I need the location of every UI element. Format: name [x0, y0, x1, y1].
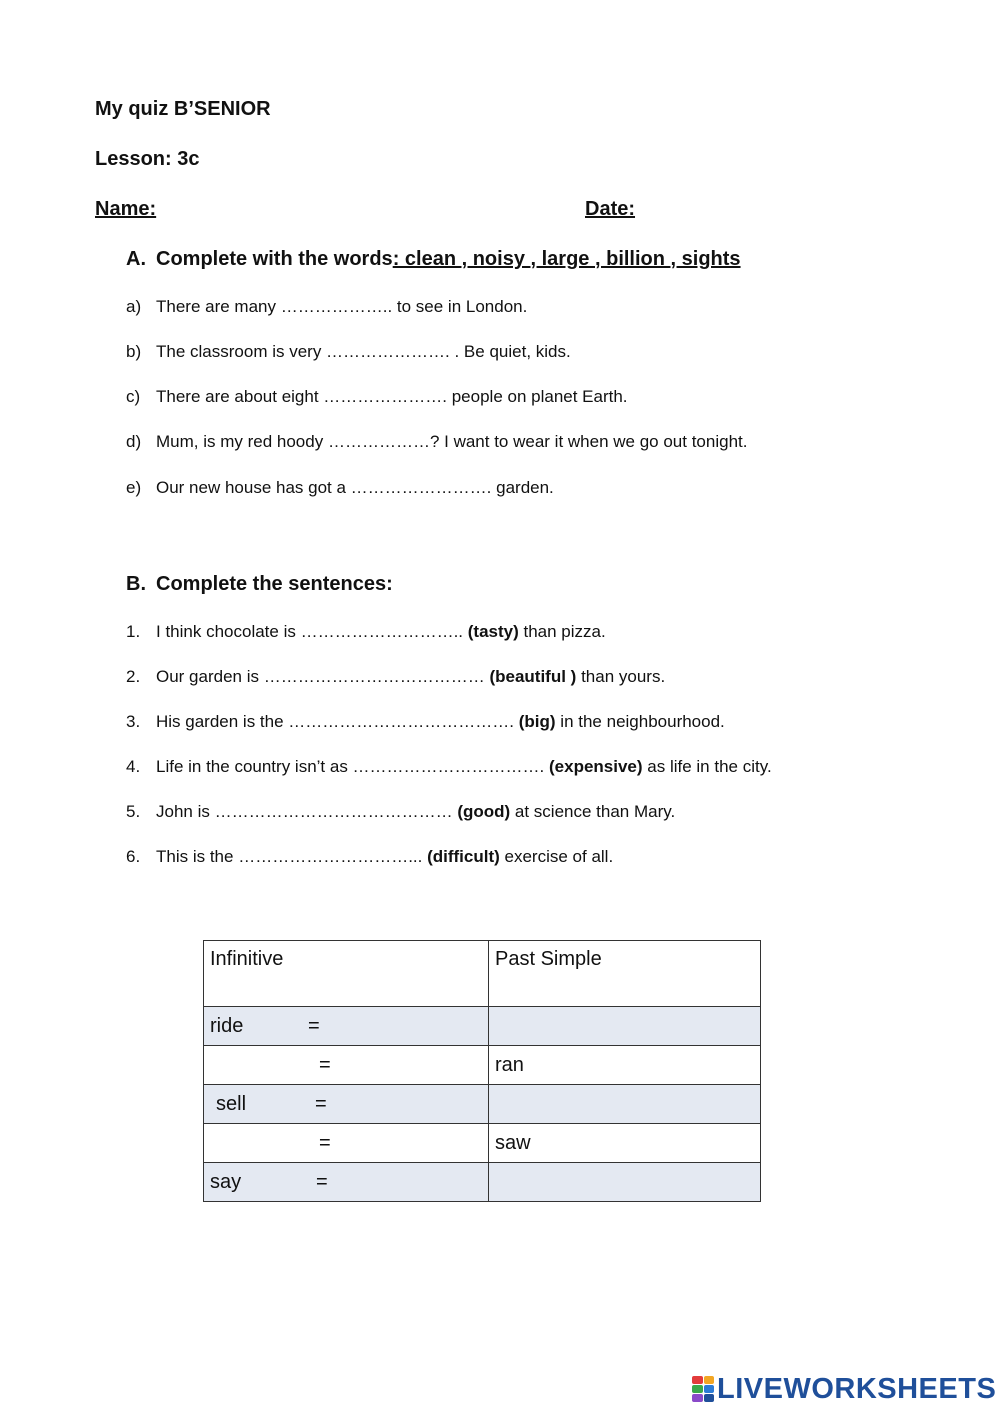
section-a-item	[126, 432, 747, 452]
brand-name: LIVEWORKSHEETS	[717, 1372, 997, 1405]
past-cell: ran	[489, 1046, 761, 1085]
verb-table	[203, 940, 761, 1202]
header-past-simple: Past Simple	[489, 941, 761, 1007]
equals-sign: =	[308, 1015, 320, 1037]
item-label: 5.	[126, 802, 141, 821]
item-text: Our new house has got a ……………………. garden.	[156, 478, 554, 497]
section-b-item	[126, 847, 613, 867]
quiz-title: My quiz B’SENIOR	[95, 98, 271, 120]
section-b-instruction: Complete the sentences:	[156, 573, 393, 595]
section-b-title	[126, 573, 393, 596]
table-row	[204, 1046, 761, 1085]
table-row	[204, 1007, 761, 1046]
equals-sign: =	[319, 1132, 331, 1154]
equals-sign: =	[315, 1093, 327, 1115]
logo-mark-icon	[692, 1376, 714, 1402]
item-label: 1.	[126, 622, 141, 641]
section-b-item	[126, 712, 725, 732]
header-infinitive: Infinitive	[204, 941, 489, 1007]
item-label: 6.	[126, 847, 141, 866]
section-b-item	[126, 622, 606, 642]
section-b-item	[126, 667, 665, 687]
lesson-label: Lesson: 3c	[95, 148, 200, 170]
item-hint: (beautiful )	[489, 667, 577, 686]
infinitive-text: say	[210, 1170, 242, 1193]
section-a-item	[126, 297, 527, 317]
item-label: d)	[126, 432, 142, 451]
infinitive-cell	[204, 1085, 489, 1124]
section-b-marker: B.	[126, 573, 146, 595]
name-date-line	[95, 198, 635, 221]
infinitive-cell	[204, 1007, 489, 1046]
infinitive-text: sell	[216, 1092, 247, 1115]
item-text-after: than yours.	[576, 667, 666, 686]
item-label: 4.	[126, 757, 141, 776]
item-hint: (good)	[457, 802, 511, 821]
section-b-item	[126, 802, 675, 822]
item-label: e)	[126, 478, 142, 497]
table-row	[204, 1124, 761, 1163]
item-label: 3.	[126, 712, 141, 731]
item-text: John is ……………………………………	[156, 802, 458, 821]
item-hint: (difficult)	[427, 847, 500, 866]
item-text: There are about eight …………………. people on planet Earth.	[156, 387, 628, 406]
equals-sign: =	[316, 1171, 328, 1193]
item-label: a)	[126, 297, 142, 316]
past-cell[interactable]	[489, 1085, 761, 1124]
item-text-after: as life in the city.	[642, 757, 772, 776]
section-a-item	[126, 478, 554, 498]
item-hint: (tasty)	[467, 622, 519, 641]
section-a-item	[126, 387, 628, 407]
past-cell[interactable]	[489, 1163, 761, 1202]
item-text: Life in the country isn’t as …………………………….	[156, 757, 549, 776]
item-text: His garden is the ………………………………….	[156, 712, 519, 731]
equals-sign: =	[319, 1054, 331, 1076]
infinitive-cell[interactable]	[204, 1124, 489, 1163]
item-text-after: at science than Mary.	[510, 802, 676, 821]
name-label: Name:	[95, 198, 157, 220]
item-text: Mum, is my red hoody ………………? I want to wear it when we go out tonight.	[156, 432, 748, 451]
section-b-item	[126, 757, 772, 777]
liveworksheets-logo	[692, 1374, 996, 1404]
item-text-after: exercise of all.	[499, 847, 614, 866]
infinitive-cell[interactable]	[204, 1046, 489, 1085]
verb-table-header	[204, 941, 761, 1007]
item-text-after: than pizza.	[518, 622, 606, 641]
item-text: This is the …………………………...	[156, 847, 428, 866]
date-label: Date:	[585, 198, 636, 220]
item-text: I think chocolate is ………………………..	[156, 622, 468, 641]
past-cell[interactable]	[489, 1007, 761, 1046]
section-a-title	[126, 248, 741, 271]
table-row	[204, 1163, 761, 1202]
item-label: c)	[126, 387, 141, 406]
section-a-item	[126, 342, 571, 362]
past-cell: saw	[489, 1124, 761, 1163]
item-text: Our garden is …………………………………	[156, 667, 490, 686]
infinitive-text: ride	[210, 1014, 244, 1037]
section-a-instruction: Complete with the words	[156, 248, 393, 270]
item-label: 2.	[126, 667, 141, 686]
item-text: There are many ……………….. to see in London.	[156, 297, 528, 316]
item-hint: (expensive)	[549, 757, 643, 776]
item-text: The classroom is very …………………. . Be quiet, kids.	[156, 342, 571, 361]
item-text-after: in the neighbourhood.	[555, 712, 725, 731]
item-hint: (big)	[518, 712, 556, 731]
item-label: b)	[126, 342, 142, 361]
infinitive-cell	[204, 1163, 489, 1202]
section-a-marker: A.	[126, 248, 146, 270]
word-bank: : clean , noisy , large , billion , sights	[392, 248, 741, 270]
table-row	[204, 1085, 761, 1124]
